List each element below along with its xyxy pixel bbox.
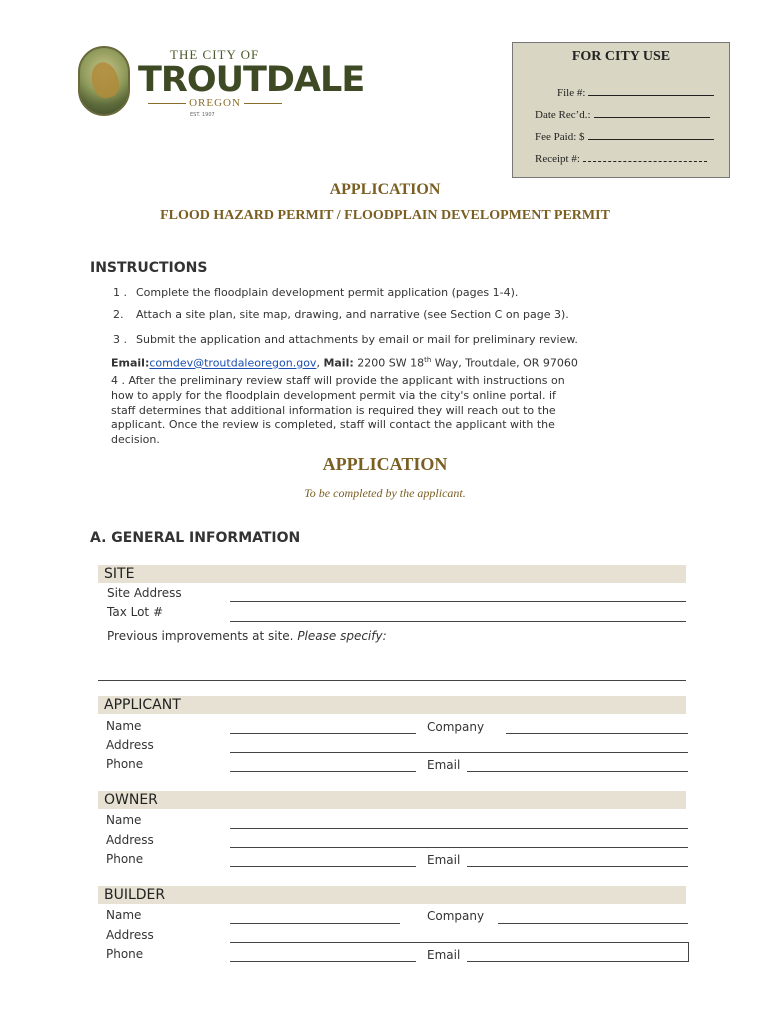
application-title: APPLICATION	[322, 454, 448, 474]
contact-line	[111, 356, 578, 370]
logo-top-text: THE CITY OF	[170, 47, 260, 62]
step-4-line-3: staff determines that additional information is required they will reach out to the	[111, 403, 556, 417]
applicant-name-field[interactable]	[230, 733, 416, 734]
owner-phone-field[interactable]	[230, 866, 416, 867]
logo-sub-text: OREGON	[144, 97, 286, 109]
builder-company-label: Company	[427, 909, 485, 923]
file-number-row: File #:	[557, 85, 714, 99]
previous-improvements-label: Previous improvements at site. Please specify:	[107, 629, 387, 643]
mail-address-a: 2200 SW 18	[357, 356, 425, 370]
applicant-email-label: Email	[427, 758, 461, 772]
step-4-line-2: how to apply for the floodplain development permit via the city's online portal. if	[111, 388, 556, 402]
tax-lot-field[interactable]	[230, 621, 686, 622]
builder-company-field[interactable]	[498, 923, 688, 924]
step-4-paragraph	[111, 374, 565, 448]
general-info-heading: A. GENERAL INFORMATION	[90, 530, 301, 546]
step-2-number: 2.	[113, 308, 124, 321]
owner-address-label: Address	[106, 833, 154, 847]
applicant-address-label: Address	[106, 738, 154, 752]
applicant-name-label: Name	[106, 719, 142, 733]
comma: ,	[316, 356, 320, 370]
applicant-address-field[interactable]	[230, 752, 688, 753]
applicant-company-label: Company	[427, 720, 485, 734]
email-link[interactable]: comdev@troutdaleoregon.gov	[149, 356, 317, 370]
step-4-line-5: decision.	[111, 433, 160, 447]
builder-section-bar: BUILDER	[98, 886, 686, 904]
step-1-number: 1 .	[113, 286, 127, 299]
city-use-box	[512, 42, 730, 178]
applicant-phone-field[interactable]	[230, 771, 416, 772]
logo-est-text: EST. 1907	[190, 112, 215, 118]
date-received-row: Date Rec’d.:	[535, 107, 710, 121]
owner-name-label: Name	[106, 813, 142, 827]
site-address-label: Site Address	[107, 586, 182, 600]
builder-phone-label: Phone	[106, 947, 144, 961]
owner-phone-label: Phone	[106, 852, 144, 866]
mail-address-sup: th	[424, 356, 432, 364]
owner-email-label: Email	[427, 853, 461, 867]
fee-paid-row: Fee Paid: $	[535, 129, 714, 143]
previous-improvements-field[interactable]	[98, 680, 686, 681]
applicant-company-field[interactable]	[506, 733, 688, 734]
step-1-text: Complete the floodplain development permit application (pages 1-4).	[136, 286, 519, 299]
owner-name-field[interactable]	[230, 828, 688, 829]
page-subtitle: FLOOD HAZARD PERMIT / FLOODPLAIN DEVELOPMENT PERMIT	[160, 208, 610, 223]
file-number-field[interactable]	[588, 85, 714, 96]
page-title: APPLICATION	[329, 181, 441, 198]
owner-email-field[interactable]	[467, 866, 688, 867]
builder-name-field[interactable]	[230, 923, 400, 924]
step-3-number: 3 .	[113, 333, 127, 346]
applicant-email-field[interactable]	[467, 771, 688, 772]
step-2-text: Attach a site plan, site map, drawing, and narrative (see Section C on page 3).	[136, 308, 569, 321]
builder-address-label: Address	[106, 928, 154, 942]
builder-phone-field[interactable]	[230, 961, 416, 962]
owner-section-bar: OWNER	[98, 791, 686, 809]
fish-icon	[88, 59, 122, 101]
builder-email-field-edge	[688, 942, 689, 962]
logo-main-text: TROUTDALE	[138, 60, 365, 100]
applicant-phone-label: Phone	[106, 757, 144, 771]
applicant-section-bar: APPLICANT	[98, 696, 686, 714]
builder-email-label: Email	[427, 948, 461, 962]
site-address-field[interactable]	[230, 601, 686, 602]
owner-address-field[interactable]	[230, 847, 688, 848]
instructions-heading: INSTRUCTIONS	[90, 260, 208, 276]
mail-label: Mail:	[323, 356, 354, 370]
city-logo-emblem	[78, 46, 130, 116]
site-section-bar: SITE	[98, 565, 686, 583]
fee-paid-field[interactable]	[588, 129, 714, 140]
builder-name-label: Name	[106, 908, 142, 922]
city-use-title: FOR CITY USE	[571, 49, 671, 64]
step-3-text: Submit the application and attachments by email or mail for preliminary review.	[136, 333, 578, 346]
tax-lot-label: Tax Lot #	[107, 605, 164, 619]
receipt-row: Receipt #:	[535, 151, 707, 165]
builder-email-field[interactable]	[467, 942, 689, 962]
application-subtitle: To be completed by the applicant.	[304, 486, 466, 500]
step-4-line-4: applicant. Once the review is completed, staff will contact the applicant with the	[111, 418, 555, 432]
date-received-field[interactable]	[594, 107, 710, 118]
step-4-line-1: 4 . After the preliminary review staff will provide the applicant with instructions on	[111, 374, 565, 387]
email-label: Email:	[111, 356, 150, 370]
receipt-field[interactable]	[583, 151, 707, 162]
mail-address-b: Way, Troutdale, OR 97060	[434, 356, 578, 370]
